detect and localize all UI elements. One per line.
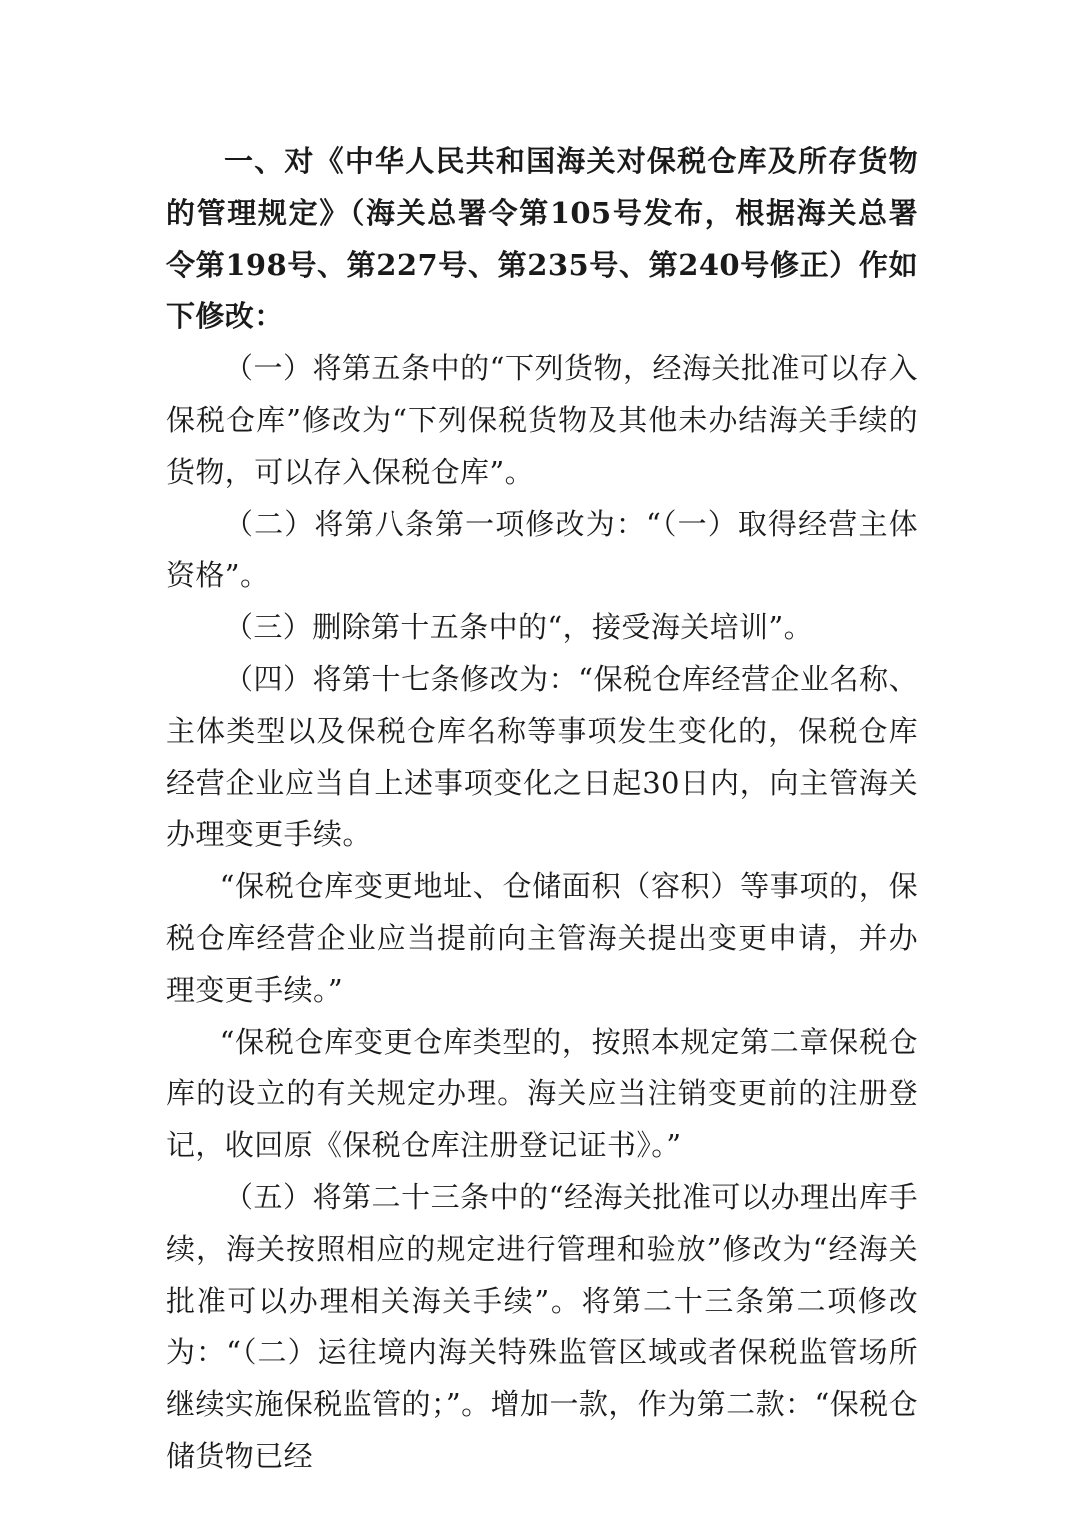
paragraph-item-4-quote-2: “保税仓库变更地址、仓储面积（容积）等事项的，保税仓库经营企业应当提前向主管海关提出变更申请，并办理变更手续。”	[166, 869, 918, 1007]
paragraph-item-2: （二）将第八条第一项修改为：“（一）取得经营主体资格”。	[166, 506, 918, 593]
paragraph-item-4-quote-3: “保税仓库变更仓库类型的，按照本规定第二章保税仓库的设立的有关规定办理。海关应当注销变更前的注册登记，收回原《保税仓库注册登记证书》。”	[166, 1024, 918, 1163]
document-body	[166, 136, 918, 1483]
paragraph-item-4: （四）将第十七条修改为：“保税仓库经营企业名称、主体类型以及保税仓库名称等事项发生变化的，保税仓库经营企业应当自上述事项变化之日起30日内，向主管海关办理变更手续。	[166, 661, 918, 852]
paragraph-item-5: （五）将第二十三条中的“经海关批准可以办理出库手续，海关按照相应的规定进行管理和验放”修改为“经海关批准可以办理相关海关手续”。将第二十三条第二项修改为：“（二）运往境内海关特殊监管区域或者保税监管场所继续实施保税监管的；”。增加一款，作为第二款：“保税仓储货物已经	[166, 1179, 918, 1473]
paragraph-item-3: （三）删除第十五条中的“，接受海关培训”。	[224, 610, 814, 645]
paragraph-amendment-intro: 一、对《中华人民共和国海关对保税仓库及所存货物的管理规定》（海关总署令第105号发布，根据海关总署令第198号、第227号、第235号、第240号修正）作如下修改：	[166, 144, 918, 334]
paragraph-item-1: （一）将第五条中的“下列货物，经海关批准可以存入保税仓库”修改为“下列保税货物及其他未办结海关手续的货物，可以存入保税仓库”。	[166, 351, 918, 489]
